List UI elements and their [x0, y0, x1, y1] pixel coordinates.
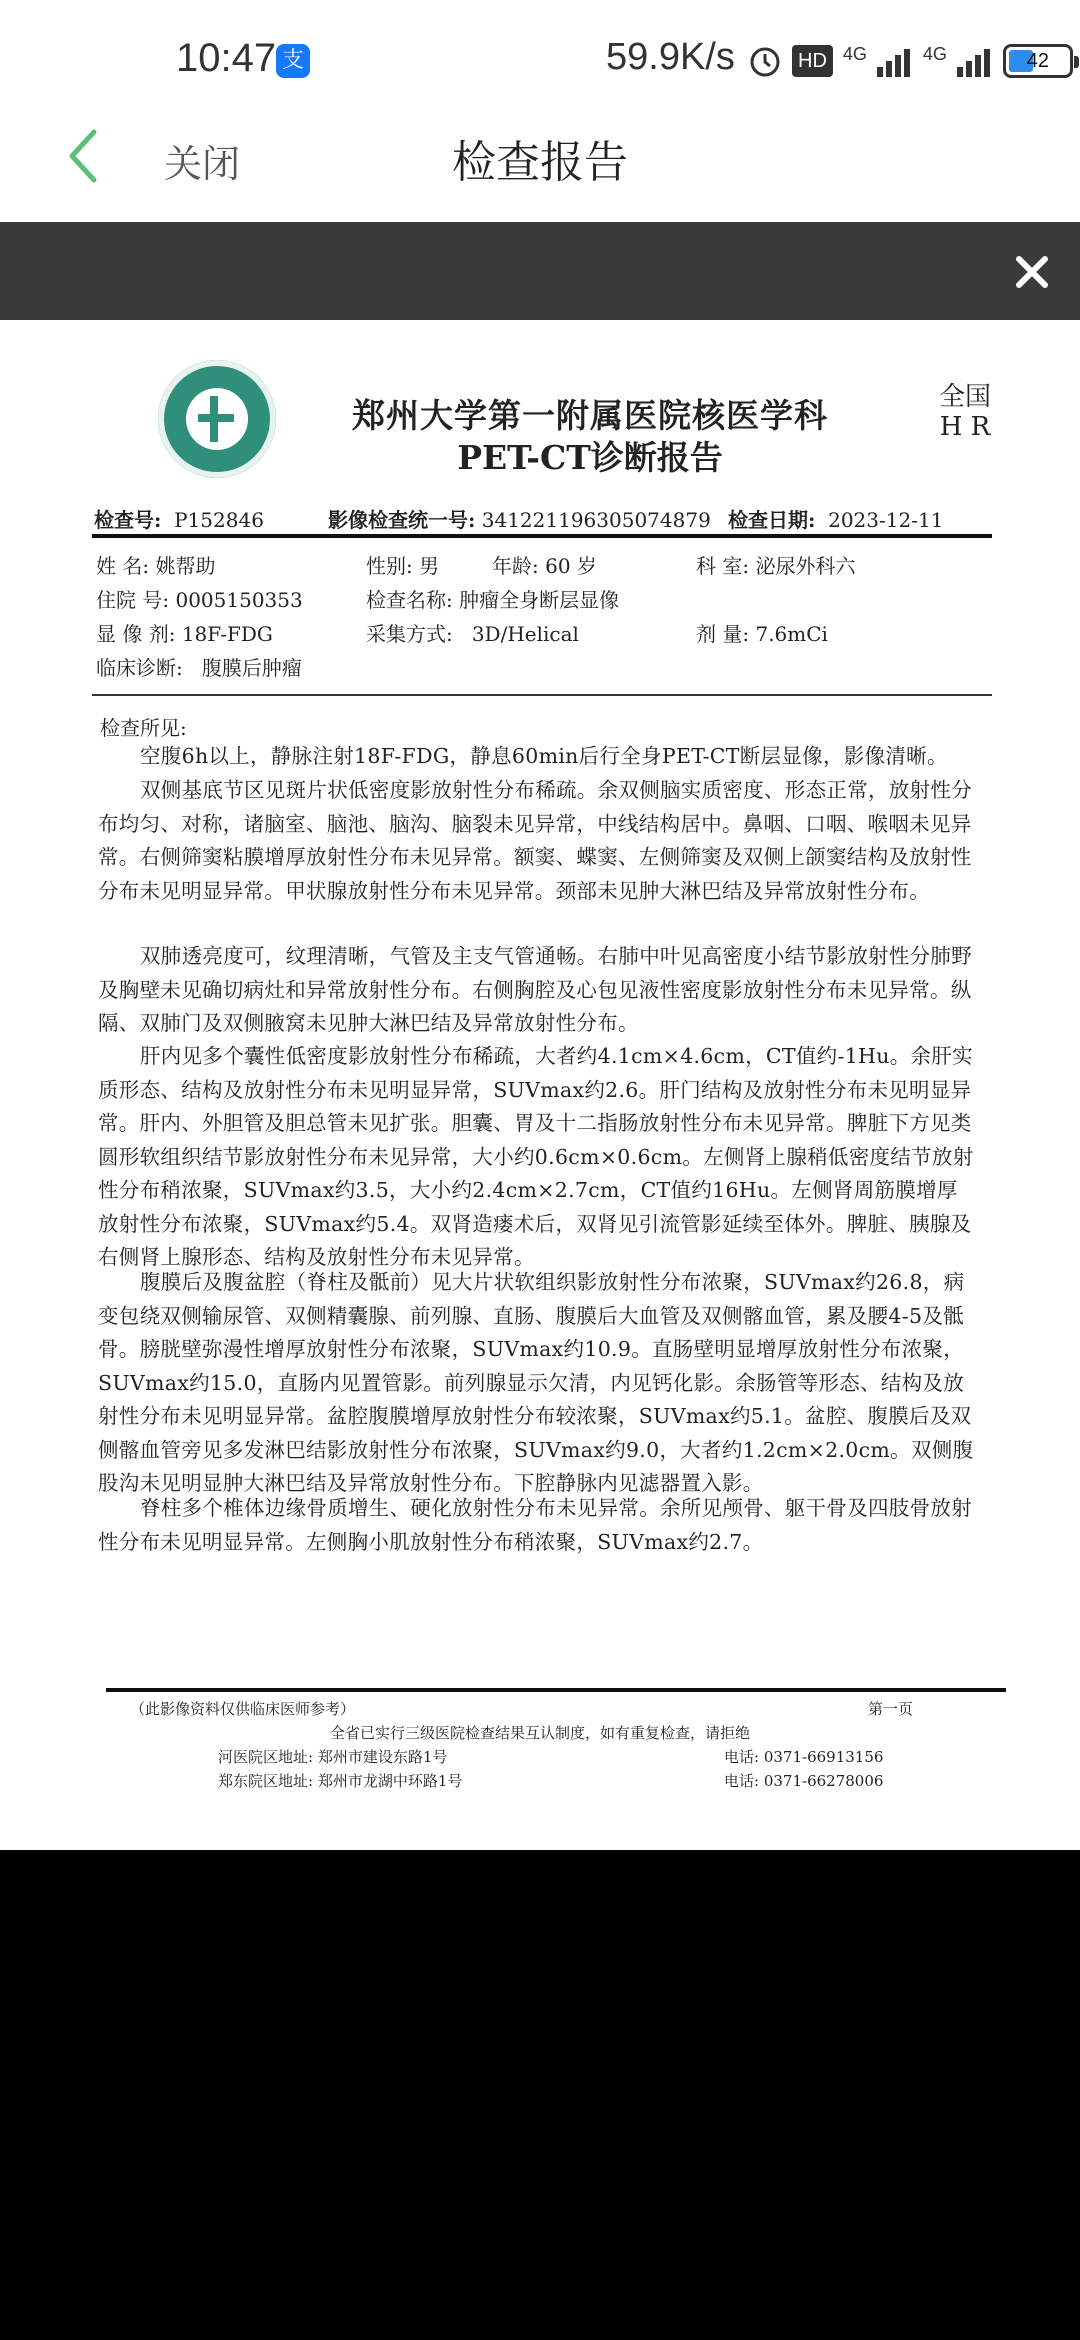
patient-name: 姓 名: 姚帮助	[96, 554, 216, 578]
alarm-icon	[748, 44, 782, 78]
alipay-icon: 支	[276, 44, 310, 78]
battery-icon	[1003, 44, 1073, 78]
viewer-background	[0, 1850, 1080, 2340]
network-speed: 59.9K/s	[606, 36, 735, 78]
image-viewer-toolbar	[0, 222, 1080, 320]
network-type-2: 4G	[922, 44, 947, 64]
department: 科 室: 泌尿外科六	[696, 554, 856, 578]
hd-voice-badge: HD	[792, 45, 833, 77]
page-title: 检查报告	[452, 137, 628, 188]
close-button[interactable]: 关闭	[164, 142, 241, 186]
patient-age: 年龄: 60 岁	[492, 554, 597, 578]
hospital-logo	[158, 360, 276, 478]
battery-percent: 42	[1026, 50, 1050, 72]
divider	[92, 694, 992, 696]
status-bar	[0, 0, 1080, 120]
acquisition-mode: 采集方式: 3D/Helical	[366, 622, 579, 646]
unified-id: 影像检查统一号: 341221196305074879	[328, 508, 711, 532]
patient-sex: 性别: 男	[366, 554, 440, 578]
footer-note: （此影像资料仅供临床医师参考）	[130, 1700, 356, 1718]
report-title: PET-CT诊断报告	[457, 438, 723, 477]
campus2-phone: 电话: 0371-66278006	[724, 1772, 884, 1790]
divider	[92, 534, 992, 538]
signal-icon	[957, 45, 993, 77]
network-type-1: 4G	[842, 44, 867, 64]
clinical-diagnosis: 临床诊断: 腹膜后肿瘤	[96, 656, 302, 680]
clock: 10:47	[176, 36, 277, 80]
exam-number: 检查号: P152846	[94, 508, 264, 532]
mutual-recognition-note: 全省已实行三级医院检查结果互认制度，如有重复检查，请拒绝	[329, 1724, 750, 1742]
findings-paragraph: 双侧基底节区见斑片状低密度影放射性分布稀疏。余双侧脑实质密度、形态正常，放射性分布均匀、对称，诸脑室、脑池、脑沟、脑裂未见异常，中线结构居中。鼻咽、口咽、喉咽未见异常。右侧筛窦粘膜增厚放射性分布未见异常。额窦、蝶窦、左侧筛窦及双侧上颌窦结构及放射性分布未见明显异常。甲状腺放射性分布未见异常。颈部未见肿大淋巴结及异常放射性分布。	[98, 778, 972, 903]
findings-paragraph: 双肺透亮度可，纹理清晰，气管及主支气管通畅。右肺中叶见高密度小结节影放射性分肺野及胸壁未见确切病灶和异常放射性分布。右侧胸腔及心包见液性密度影放射性分布未见异常。纵隔、双肺门及双侧腋窝未见肿大淋巴结及异常放射性分布。	[98, 944, 972, 1035]
findings-paragraph: 空腹6h以上，静脉注射18F-FDG，静息60min后行全身PET-CT断层显像，影像清晰。	[140, 744, 948, 768]
footer-divider	[106, 1688, 1006, 1692]
hospital-name: 郑州大学第一附属医院核医学科	[352, 396, 828, 435]
page-number: 第一页	[868, 1700, 914, 1718]
campus1-phone: 电话: 0371-66913156	[724, 1748, 884, 1766]
exam-name: 检查名称: 肿瘤全身断层显像	[366, 588, 620, 612]
signal-icon	[877, 45, 913, 77]
dose: 剂 量: 7.6mCi	[696, 622, 828, 646]
imaging-agent: 显 像 剂: 18F-FDG	[96, 622, 273, 646]
report-image	[0, 320, 1080, 1850]
close-icon[interactable]	[1014, 254, 1050, 290]
campus2-address: 郑东院区地址: 郑州市龙湖中环路1号	[218, 1772, 463, 1790]
status-icons	[748, 44, 1073, 78]
hr-mark: 全国 H R	[938, 382, 991, 442]
findings-paragraph: 肝内见多个囊性低密度影放射性分布稀疏，大者约4.1cm×4.6cm，CT值约-1Hu。余肝实质形态、结构及放射性分布未见明显异常，SUVmax约2.6。肝门结构及放射性分布未见明显异常。肝内、外胆管及胆总管未见扩张。胆囊、胃及十二指肠放射性分布未见异常。脾脏下方见类圆形软组织结节影放射性分布未见异常，大小约0.6cm×0.6cm。左侧肾上腺稍低密度结节放射性分布稍浓聚，SUVmax约3.5，大小约2.4cm×2.7cm，CT值约16Hu。左侧肾周筋膜增厚放射性分布浓聚，SUVmax约5.4。双肾造瘘术后，双肾见引流管影延续至体外。脾脏、胰腺及右侧肾上腺形态、结构及放射性分布未见异常。	[98, 1044, 974, 1269]
inpatient-number: 住院 号: 0005150353	[96, 588, 303, 612]
exam-date: 检查日期: 2023-12-11	[728, 508, 944, 532]
campus1-address: 河医院区地址: 郑州市建设东路1号	[218, 1748, 448, 1766]
findings-heading: 检查所见:	[100, 716, 187, 740]
findings-paragraph: 脊柱多个椎体边缘骨质增生、硬化放射性分布未见异常。余所见颅骨、躯干骨及四肢骨放射性分布未见明显异常。左侧胸小肌放射性分布稍浓聚，SUVmax约2.7。	[98, 1496, 972, 1554]
findings-paragraph: 腹膜后及腹盆腔（脊柱及骶前）见大片状软组织影放射性分布浓聚，SUVmax约26.8，病变包绕双侧输尿管、双侧精囊腺、前列腺、直肠、腹膜后大血管及双侧髂血管，累及腰4-5及骶骨。膀胱壁弥漫性增厚放射性分布浓聚，SUVmax约10.9。直肠壁明显增厚放射性分布浓聚，SUVmax约15.0，直肠内见置管影。前列腺显示欠清，内见钙化影。余肠管等形态、结构及放射性分布未见明显异常。盆腔腹膜增厚放射性分布较浓聚，SUVmax约5.1。盆腔、腹膜后及双侧髂血管旁见多发淋巴结影放射性分布浓聚，SUVmax约9.0，大者约1.2cm×2.0cm。双侧腹股沟未见明显肿大淋巴结及异常放射性分布。下腔静脉内见滤器置入影。	[98, 1270, 974, 1495]
